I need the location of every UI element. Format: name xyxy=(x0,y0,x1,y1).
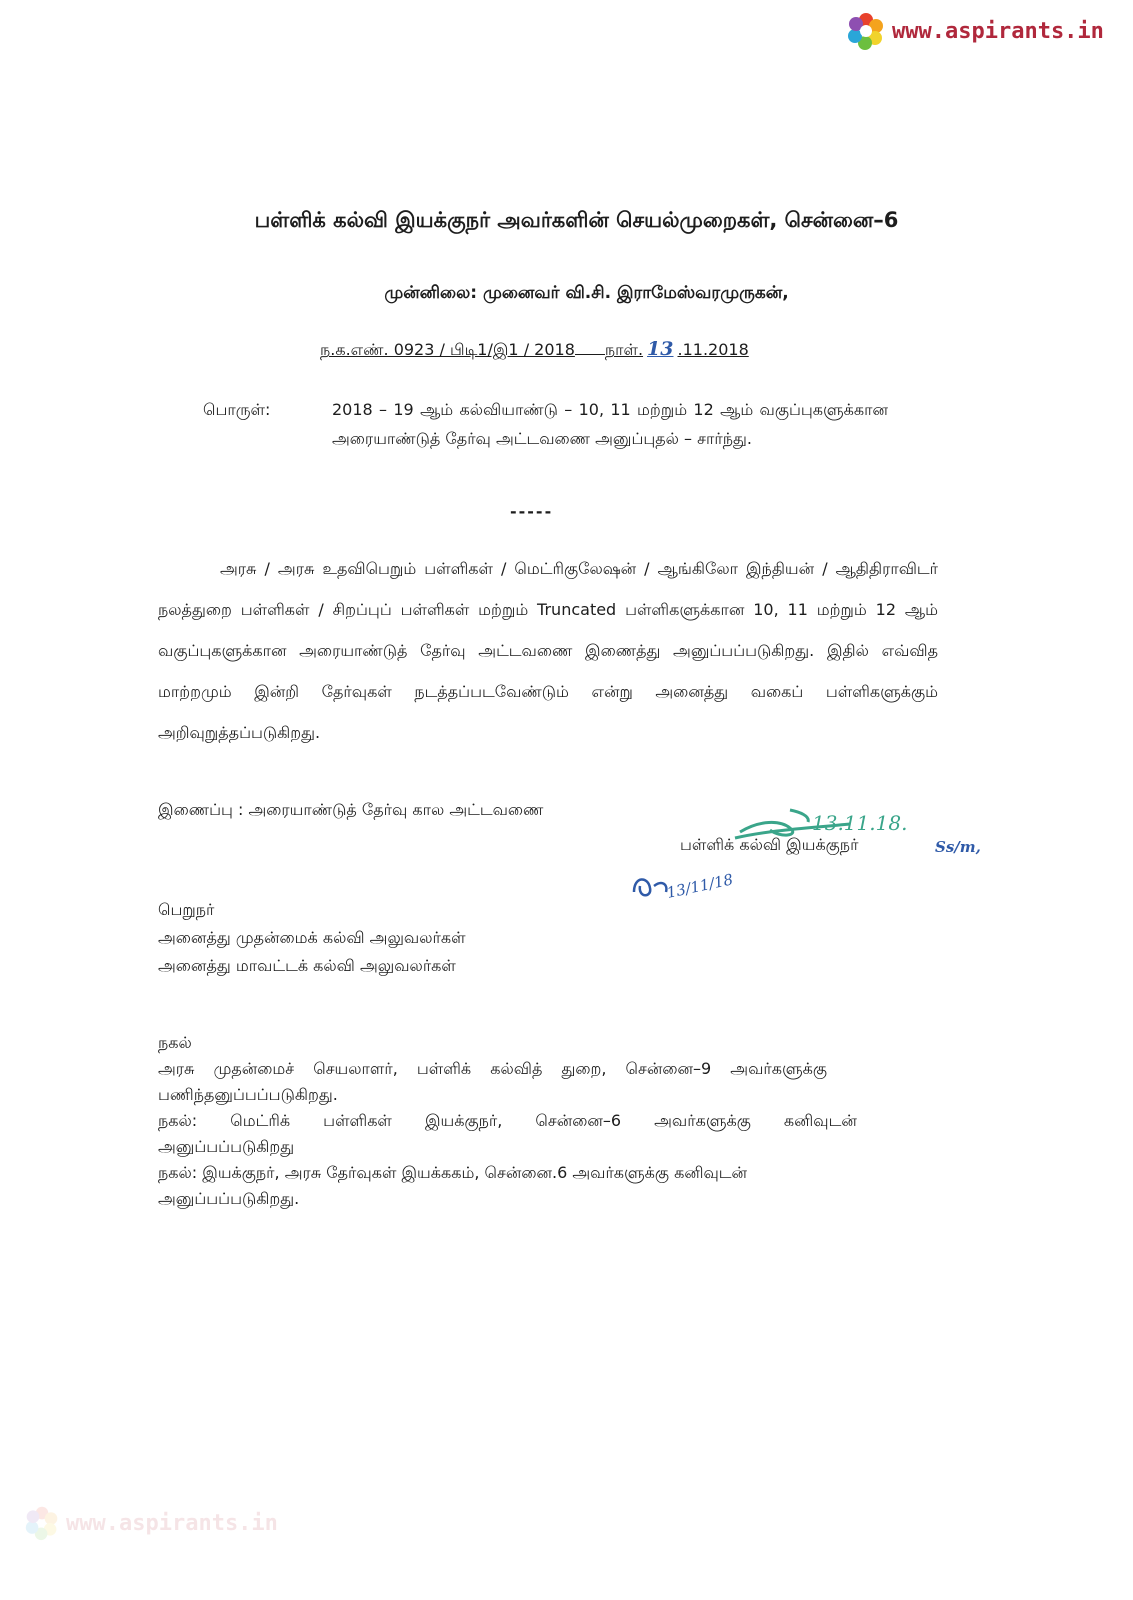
footer-watermark xyxy=(24,1505,278,1541)
svg-text:Ss/m,: Ss/m, xyxy=(935,838,981,856)
flower-logo-icon xyxy=(846,11,886,51)
signatory-title: பள்ளிக் கல்வி இயக்குநர் xyxy=(680,835,859,854)
watermark-text: www.aspirants.in xyxy=(66,1510,278,1536)
recipients-label: பெறுநர் xyxy=(158,900,215,919)
flower-watermark-icon xyxy=(24,1505,60,1541)
svg-text:13/11/18: 13/11/18 xyxy=(665,870,735,902)
copy-line: அனுப்பப்படுகிறது. xyxy=(158,1189,300,1208)
recipient-item: அனைத்து மாவட்டக் கல்வி அலுவலர்கள் xyxy=(158,956,456,975)
copy-line: அனுப்பப்படுகிறது xyxy=(158,1137,295,1156)
subject-label: பொருள்: xyxy=(203,400,271,419)
copy-line: அரசு முதன்மைச் செயலாளர், பள்ளிக் கல்வித் துறை, சென்னை–9 அவர்களுக்கு xyxy=(158,1059,827,1078)
date-day: 13 xyxy=(647,338,674,360)
date-label: நாள். xyxy=(604,340,644,359)
separator: ----- xyxy=(510,502,554,521)
site-logo[interactable] xyxy=(846,8,1126,54)
subject-text: 2018 – 19 ஆம் கல்வியாண்டு – 10, 11 மற்றும் 12 ஆம் வகுப்புகளுக்கான அரையாண்டுத் தேர்வு அட்டவணை அனுப்புதல் – சார்ந்து. xyxy=(332,400,888,448)
copy-line: நகல்: இயக்குநர், அரசு தேர்வுகள் இயக்ககம், சென்னை.6 அவர்களுக்கு கனிவுடன் xyxy=(158,1163,748,1182)
copy-line: பணிந்தனுப்பப்படுகிறது. xyxy=(158,1085,338,1104)
reference-number: ந.க.எண். 0923 / பிடி1/இ1 / 2018 xyxy=(320,340,575,359)
copies-label: நகல் xyxy=(158,1033,192,1052)
page-title: பள்ளிக் கல்வி இயக்குநர் அவர்களின் செயல்முறைகள், சென்னை–6 xyxy=(254,208,899,232)
recipients-block xyxy=(158,896,466,980)
copy-line: நகல்: மெட்ரிக் பள்ளிகள் இயக்குநர், சென்னை–6 அவர்களுக்கு கனிவுடன் xyxy=(158,1111,857,1130)
reference-line xyxy=(320,338,749,361)
attachment-line: இணைப்பு : அரையாண்டுத் தேர்வு கால அட்டவணை xyxy=(158,800,544,819)
presence-line: முன்னிலை: முனைவர் வி.சி. இராமேஸ்வரமுருகன், xyxy=(384,283,789,303)
site-name: www.aspirants.in xyxy=(892,18,1104,44)
body-paragraph: அரசு / அரசு உதவிபெறும் பள்ளிகள் / மெட்ரிகுலேஷன் / ஆங்கிலோ இந்தியன் / ஆதிதிராவிடர் நலத்துறை பள்ளிகள் / சிறப்புப் பள்ளிகள் மற்றும் Truncated பள்ளிகளுக்கான 10, 11 மற்றும் 12 ஆம் வகுப்புகளுக்கான அரையாண்டுத் தேர்வு அட்டவணை இணைத்து அனுப்பப்படுகிறது. இதில் எவ்வித மாற்றமும் இன்றி தேர்வுகள் நடத்தப்படவேண்டும் என்று அனைத்து வகைப் பள்ளிகளுக்கும் அறிவுறுத்தப்படுகிறது. xyxy=(158,559,938,742)
recipient-item: அனைத்து முதன்மைக் கல்வி அலுவலர்கள் xyxy=(158,928,466,947)
date-rest: .11.2018 xyxy=(677,340,749,359)
initials-mark xyxy=(628,862,748,912)
svg-text:13.11.18.: 13.11.18. xyxy=(812,811,908,835)
copies-block xyxy=(158,1030,944,1212)
